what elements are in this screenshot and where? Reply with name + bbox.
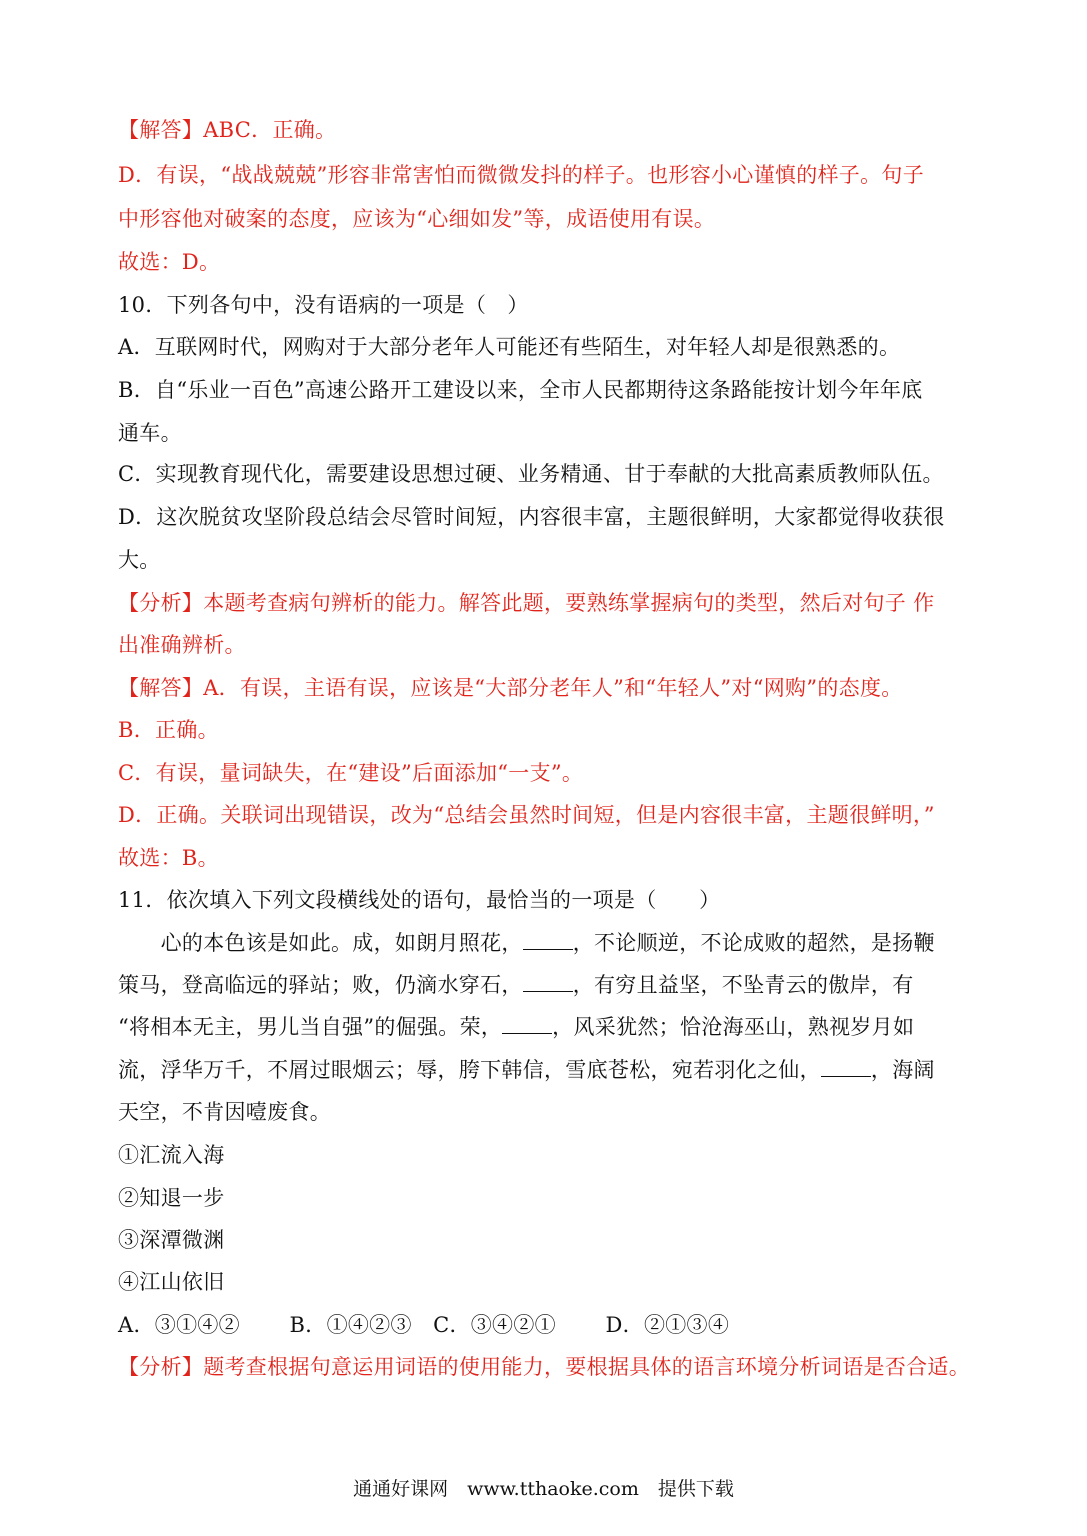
phrase-option-3: ③深潭微渊	[118, 1228, 225, 1252]
question-10-option-b-cont: 通车。	[118, 421, 182, 445]
answer-10-conclusion: 故选：B。	[118, 846, 219, 870]
analysis-10-line-1: 【分析】本题考查病句辨析的能力。解答此题，要熟练掌握病句的类型，然后对句子 作	[118, 591, 935, 615]
question-11-choices: A．③①④② B．①④②③ C．③④②① D．②①③④	[118, 1313, 730, 1337]
fill-blank	[502, 1017, 552, 1034]
question-10-option-b: B．自“乐业一百色”高速公路开工建设以来，全市人民都期待这条路能按计划今年年底	[118, 378, 923, 402]
question-10-option-d-cont: 大。	[118, 548, 161, 572]
answer-10-line-1: 【解答】A．有误，主语有误，应该是“大部分老年人”和“年轻人”对“网购”的态度。	[118, 676, 903, 700]
answer-10-line-4: D．正确。关联词出现错误，改为“总结会虽然时间短，但是内容很丰富，主题很鲜明，”	[118, 803, 935, 827]
answer-conclusion: 故选：D。	[118, 250, 221, 274]
question-11-stem: 11．依次填入下列文段横线处的语句，最恰当的一项是（ ）	[118, 888, 721, 912]
answer-line-1: 【解答】ABC．正确。	[118, 118, 337, 142]
analysis-11: 【分析】题考查根据句意运用词语的使用能力，要根据具体的语言环境分析词语是否合适。	[118, 1355, 970, 1379]
question-10-option-a: A．互联网时代，网购对于大部分老年人可能还有些陌生，对年轻人却是很熟悉的。	[118, 335, 901, 359]
question-10-stem: 10．下列各句中，没有语病的一项是（ ）	[118, 293, 529, 317]
answer-line-3: 中形容他对破案的态度，应该为“心细如发”等，成语使用有误。	[118, 207, 716, 231]
fill-blank	[821, 1060, 871, 1077]
fill-blank	[523, 933, 573, 950]
passage-line-1: 心的本色该是如此。成，如朗月照花， ，不论顺逆，不论成败的超然，是扬鞭	[118, 931, 935, 955]
phrase-option-1: ①汇流入海	[118, 1143, 225, 1167]
fill-blank	[523, 975, 573, 992]
answer-10-line-3: C．有误，量词缺失，在“建设”后面添加“一支”。	[118, 761, 584, 785]
phrase-option-4: ④江山依旧	[118, 1270, 225, 1294]
question-10-option-d: D．这次脱贫攻坚阶段总结会尽管时间短，内容很丰富，主题很鲜明，大家都觉得收获很	[118, 505, 945, 529]
passage-line-2: 策马，登高临远的驿站；败，仍滴水穿石， ，有穷且益坚，不坠青云的傲岸，有	[118, 973, 914, 997]
passage-line-4: 流，浮华万千，不屑过眼烟云；辱，胯下韩信，雪底苍松，宛若羽化之仙， ，海阔	[118, 1058, 935, 1082]
passage-line-3: “将相本无主，男儿当自强”的倔强。荣， ，风采犹然；恰沧海巫山，熟视岁月如	[118, 1015, 915, 1039]
question-10-option-c: C．实现教育现代化，需要建设思想过硬、业务精通、甘于奉献的大批高素质教师队伍。	[118, 462, 944, 486]
page-footer: 通通好课网 www.tthaoke.com 提供下载	[353, 1478, 734, 1500]
answer-line-2: D．有误，“战战兢兢”形容非常害怕而微微发抖的样子。也形容小心谨慎的样子。句子	[118, 163, 925, 187]
phrase-option-2: ②知退一步	[118, 1186, 225, 1210]
passage-line-5: 天空，不肯因噎废食。	[118, 1100, 331, 1124]
answer-10-line-2: B．正确。	[118, 718, 219, 742]
analysis-10-line-2: 出准确辨析。	[118, 633, 246, 657]
